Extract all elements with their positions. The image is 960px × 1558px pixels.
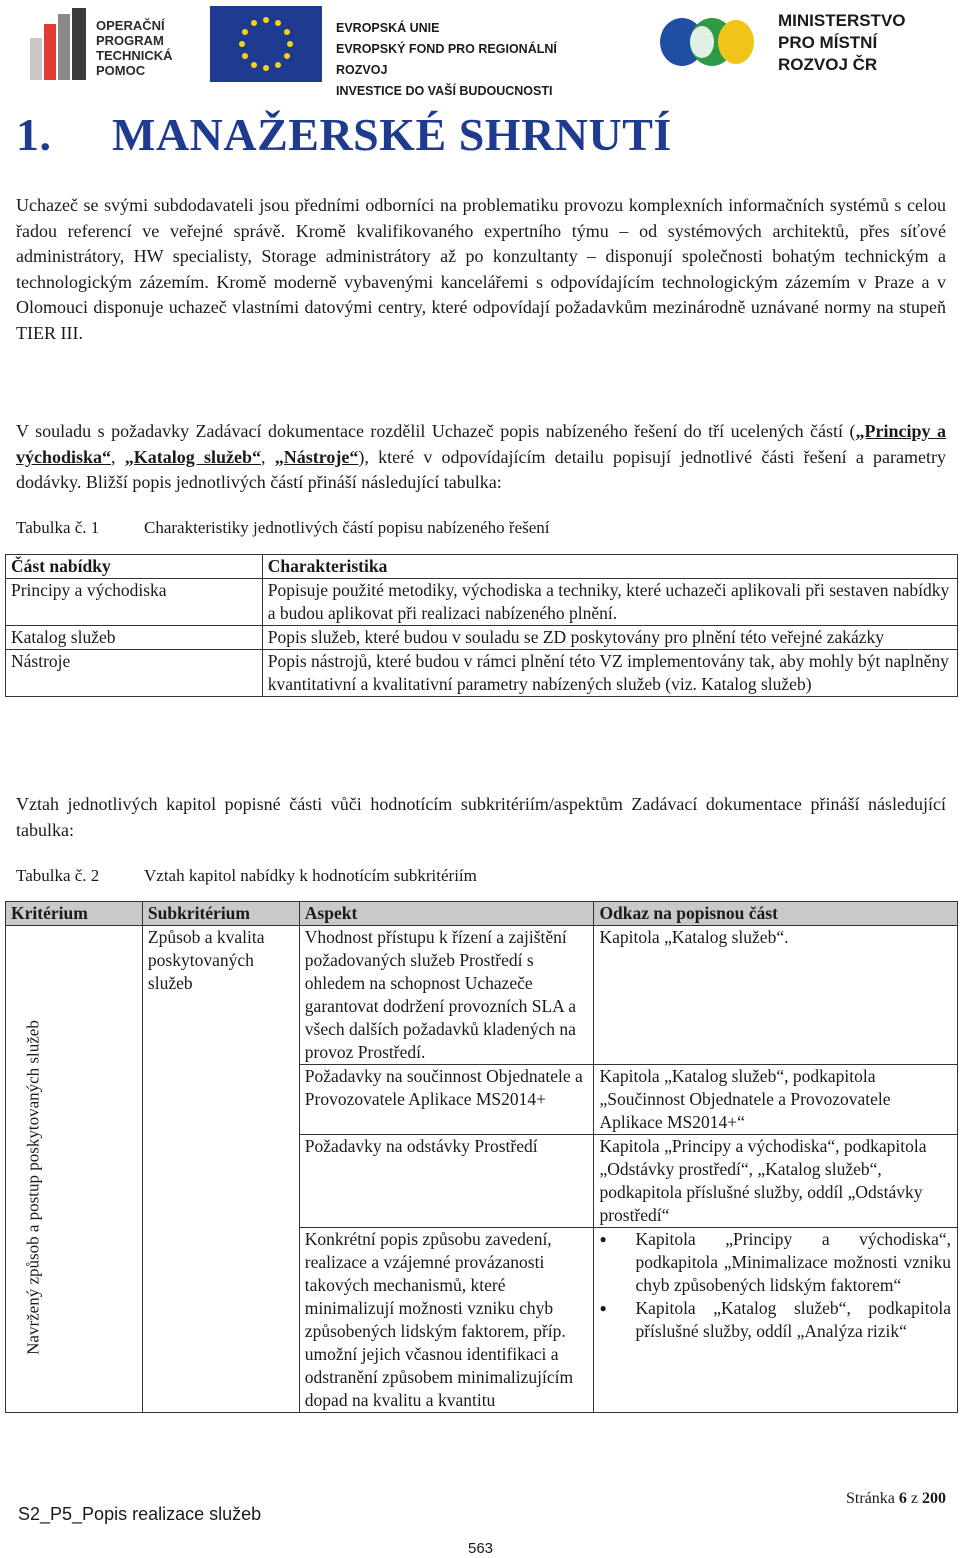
table-row bbox=[6, 626, 958, 650]
table2-ref-list bbox=[599, 1228, 951, 1343]
table2-ref-cell bbox=[594, 1228, 958, 1413]
table2-header-cell: Subkritérium bbox=[142, 902, 299, 926]
section-number: 1. bbox=[16, 109, 52, 160]
table1-header-cell: Část nabídky bbox=[6, 555, 263, 579]
paragraph-parts bbox=[16, 419, 946, 496]
eu-line-3: INVESTICE DO VAŠÍ BUDOUCNOSTI bbox=[336, 84, 553, 98]
mmr-line-3: ROZVOJ ČR bbox=[778, 55, 878, 74]
p2-text-b: ), které v odpovídajícím detailu popisují jednotlivé části řešení a parametry dodávky. Bližší popis jednotlivých částí přináší následující tabulka: bbox=[16, 446, 946, 492]
p2-text-a: V souladu s požadavky Zadávací dokumentace rozdělil Uchazeč popis nabízeného řešení do tří ucelených částí ( bbox=[16, 421, 856, 441]
table1 bbox=[5, 554, 958, 697]
table2-header-cell: Aspekt bbox=[299, 902, 594, 926]
table2-ref-cell: Kapitola „Katalog služeb“, podkapitola „Součinnost Objednatele a Provozovatele Aplikace MS2014+“ bbox=[594, 1065, 958, 1135]
eu-line-1: EVROPSKÁ UNIE bbox=[336, 21, 440, 35]
table1-cell-part: Nástroje bbox=[6, 650, 263, 697]
p2-part-principy: „Principy a východiska“ bbox=[16, 421, 946, 467]
table2-criterion-cell bbox=[6, 926, 143, 1413]
footer-page-number: 6 bbox=[898, 1490, 907, 1507]
table2-aspect-cell: Požadavky na součinnost Objednatele a Provozovatele Aplikace MS2014+ bbox=[299, 1065, 594, 1135]
section-title: MANAŽERSKÉ SHRNUTÍ bbox=[112, 109, 672, 160]
table-row bbox=[6, 926, 958, 1065]
optp-logo-text: OPERAČNÍ PROGRAM TECHNICKÁ POMOC bbox=[96, 18, 173, 78]
table1-cell-desc: Popis nástrojů, které budou v rámci plnění této VZ implementovány tak, aby mohly být naplněny kvantitativní a kvalitativní parametry nabízených služeb (viz. Katalog služeb) bbox=[262, 650, 957, 697]
table2-ref-cell: Kapitola „Katalog služeb“. bbox=[594, 926, 958, 1065]
table2-aspect-cell: Konkrétní popis způsobu zavedení, realizace a vzájemné provázanosti takových mechanismů, které minimalizují možnosti vzniku chyb způsobených lidským faktorem, příp. umožní jejich včasnou identifikaci a odstranění způsobem minimalizujícím dopad na kvalitu a kvantitu bbox=[299, 1228, 594, 1413]
footer-of-word: z bbox=[910, 1490, 918, 1507]
table2-criterion-text: Navržený způsob a postup poskytovaných služeb bbox=[23, 1020, 43, 1355]
list-item: ● Kapitola „Principy a východiska“, podkapitola „Minimalizace možnosti vzniku chyb způsobených lidským faktorem“ bbox=[599, 1228, 951, 1297]
mmr-emblem-icon bbox=[658, 12, 758, 72]
eu-line-2: EVROPSKÝ FOND PRO REGIONÁLNÍ ROZVOJ bbox=[336, 42, 557, 77]
mmr-line-1: MINISTERSTVO bbox=[778, 11, 906, 30]
footer-document-name: S2_P5_Popis realizace služeb bbox=[18, 1504, 262, 1524]
table2-aspect-cell: Vhodnost přístupu k řízení a zajištění požadovaných služeb Prostředí s ohledem na schopnost Uchazeče garantovat dodržení provozních SLA a všech dalších požadavků kladených na provoz Prostředí. bbox=[299, 926, 594, 1065]
table1-caption-text: Charakteristiky jednotlivých částí popisu nabízeného řešení bbox=[144, 518, 550, 537]
table1-header-cell: Charakteristika bbox=[262, 555, 957, 579]
table2-subcriterion-cell: Způsob a kvalita poskytovaných služeb bbox=[142, 926, 299, 1413]
table1-caption-label: Tabulka č. 1 bbox=[16, 518, 100, 537]
optp-bars-icon bbox=[30, 8, 92, 80]
mmr-line-2: PRO MÍSTNÍ bbox=[778, 33, 878, 52]
page-stamp-number: 563 bbox=[468, 1540, 494, 1557]
table2-caption-text: Vztah kapitol nabídky k hodnotícím subkritériím bbox=[144, 866, 477, 885]
table1-cell-part: Katalog služeb bbox=[6, 626, 263, 650]
table1-cell-part: Principy a východiska bbox=[6, 579, 263, 626]
table1-cell-desc: Popisuje použité metodiky, východiska a techniky, které uchazeči aplikovali při sestaven nabídky a budou aplikovat při realizaci nabízeného plnění. bbox=[262, 579, 957, 626]
paragraph-intro: Uchazeč se svými subdodavateli jsou předními odborníci na problematiku provozu komplexních informačních systémů s celou řadou referencí ve veřejné správě. Kromě kvalifikovaného expertního týmu – od systémových architektů, přes síťové administrátory, HW specialisty, Storage administrátory až po konzultanty – disponují společnosti bohatým technickým a technologickým zázemím. Kromě moderně vybavenými kancelářemi s odpovídajícím technologickým zázemím v Praze a v Olomouci disponuje uchazeč vlastními datovými centry, které odpovídají požadavkům mezinárodně uznávané normy na stupeň TIER III. bbox=[16, 195, 946, 343]
table2-header-cell: Kritérium bbox=[6, 902, 143, 926]
table2-header-row bbox=[6, 902, 958, 926]
table2 bbox=[5, 901, 958, 1413]
table1-cell-desc: Popis služeb, které budou v souladu se ZD poskytovány pro plnění této veřejné zakázky bbox=[262, 626, 957, 650]
logo-header bbox=[0, 0, 960, 98]
eu-logo bbox=[210, 6, 610, 98]
mmr-logo-text bbox=[778, 10, 906, 76]
table-row bbox=[6, 650, 958, 697]
section-heading bbox=[16, 108, 672, 161]
eu-logo-text bbox=[336, 18, 610, 102]
p2-sep-1: , bbox=[111, 446, 125, 467]
table2-aspect-cell: Požadavky na odstávky Prostředí bbox=[299, 1135, 594, 1228]
table2-caption bbox=[16, 866, 477, 886]
footer-page-total: 200 bbox=[922, 1490, 946, 1507]
table-row bbox=[6, 579, 958, 626]
mmr-logo bbox=[658, 8, 953, 80]
p2-sep-2: , bbox=[261, 446, 275, 467]
table2-caption-label: Tabulka č. 2 bbox=[16, 866, 100, 885]
table1-caption bbox=[16, 518, 550, 538]
p2-part-nastroje: „Nástroje“ bbox=[274, 446, 359, 467]
optp-logo bbox=[30, 8, 190, 80]
table1-header-row bbox=[6, 555, 958, 579]
eu-flag-icon bbox=[210, 6, 322, 82]
table2-header-cell: Odkaz na popisnou část bbox=[594, 902, 958, 926]
footer-page-word: Stránka bbox=[846, 1490, 895, 1507]
table2-ref-cell: Kapitola „Principy a východiska“, podkapitola „Odstávky prostředí“, „Katalog služeb“, podkapitola příslušné služby, oddíl „Odstávky prostředí“ bbox=[594, 1135, 958, 1228]
p2-part-katalog: „Katalog služeb“ bbox=[124, 446, 261, 467]
list-item: ● Kapitola „Katalog služeb“, podkapitola příslušné služby, oddíl „Analýza rizik“ bbox=[599, 1297, 951, 1343]
paragraph-relation: Vztah jednotlivých kapitol popisné části vůči hodnotícím subkritériím/aspektům Zadávací dokumentace přináší následující tabulka: bbox=[16, 794, 946, 840]
footer-page-info bbox=[846, 1490, 946, 1508]
